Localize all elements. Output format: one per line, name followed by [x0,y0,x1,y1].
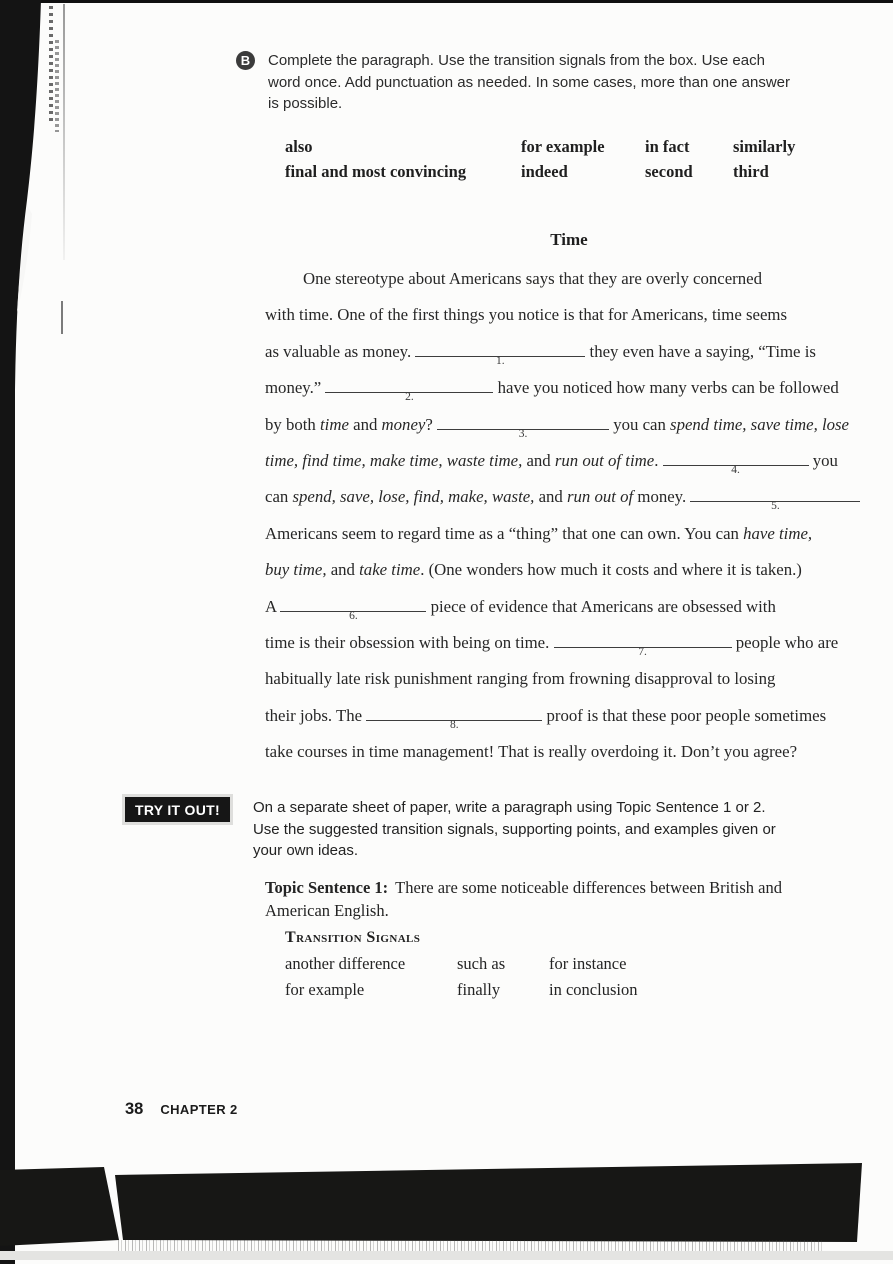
transition-word-box [285,137,795,182]
passage-line [265,589,873,625]
passage-text: they even have a saying, “Time is [585,341,816,361]
word-option: final and most convincing [285,162,467,181]
passage-text: as valuable as money. [265,341,416,361]
fill-in-blank-3[interactable] [437,415,609,440]
exercise-b-section [236,50,878,115]
word-option: indeed [521,162,568,181]
passage-text: and [326,560,360,580]
passage-line [265,334,873,370]
scan-margin-mark [61,301,63,334]
passage-text: and [522,450,555,470]
passage-text: with time. One of the first things you notice is that for Americans, time seems [265,305,787,325]
passage-text: their jobs. The [265,705,367,725]
signal-item: such as [457,954,506,973]
tryout-section [125,797,853,862]
topic-sentence-label: Topic Sentence 1: [265,878,389,897]
word-option: also [285,137,313,156]
passage-text: and [348,414,382,434]
page-footer [125,1100,238,1119]
passage-text: can [265,487,293,507]
scan-crease-line [63,4,65,260]
passage-text: by both [265,414,321,434]
passage-text: A [265,596,281,616]
exercise-letter-badge: B [236,51,255,70]
passage-text-italic: run out of [567,487,634,507]
passage-text-italic: money [381,414,426,434]
passage-line [265,516,873,552]
topic-sentence-text: There are some noticeable differences between British and American English. [265,878,782,920]
fill-in-blank-1[interactable] [415,342,585,367]
exercise-instructions: Complete the paragraph. Use the transition signals from the box. Use each word once. Add punctuation as needed. In some cases, more than one answer is possible. [268,52,790,112]
passage-text: money.” [265,378,326,398]
passage-text: and [534,487,567,507]
word-option: second [645,162,693,181]
signal-item: for instance [549,954,627,973]
passage-text: take courses in time management! That is really overdoing it. Don’t you agree? [265,742,798,762]
passage-text: have you noticed how many verbs can be followed [493,378,839,398]
scan-bottom-strip [0,1251,893,1260]
scan-top-edge-artifact [28,0,893,3]
passage-line [265,734,873,770]
blank-number: 4. [731,463,740,476]
chapter-label: CHAPTER 2 [160,1102,238,1117]
passage-line [265,661,873,697]
blank-number: 3. [518,427,528,440]
passage-line [265,261,873,297]
transition-signals-heading: Transition Signals [285,929,421,946]
passage-text-italic: buy time, [265,560,327,580]
fill-in-blank-5[interactable] [690,487,860,513]
signal-item: another difference [285,954,406,973]
passage-text-italic: time, find time, make time, waste time, [265,450,523,470]
passage-text: Americans seem to regard time as a “thing” that one can own. You can [265,523,744,543]
passage-text-italic: have time, [743,523,813,543]
blank-number: 1. [496,354,505,367]
blank-number: 8. [449,718,459,731]
passage-text: you [808,450,838,470]
blank-number: 6. [349,609,358,622]
fill-in-blank-6[interactable] [280,597,426,622]
passage-line [265,370,873,406]
signal-item: in conclusion [549,980,638,999]
passage-line [265,552,873,588]
fill-in-blank-8[interactable] [366,706,542,731]
signal-item: for example [285,980,365,999]
passage-text-italic: spend, save, lose, find, make, waste, [292,487,535,507]
passage-text: proof is that these poor people sometimes [542,705,827,725]
passage-text-italic: time [320,414,349,434]
passage-text: ? [425,414,437,434]
blank-number: 5. [771,500,780,513]
passage-line [265,297,873,333]
passage-text: money. [633,487,691,507]
passage-text: piece of evidence that Americans are obsessed with [426,596,776,616]
passage-line [265,479,873,515]
passage-text-italic: spend time, save time, lose [670,414,850,434]
fill-in-blank-4[interactable] [663,451,809,476]
passage-lines [265,261,873,770]
passage [265,230,873,770]
signal-item: finally [457,980,501,999]
tryout-badge: TRY IT OUT! [125,797,230,822]
topic-sentence [265,876,885,922]
word-option: third [733,162,769,181]
passage-line [265,625,873,661]
passage-text-italic: run out of time [554,450,655,470]
page-number: 38 [125,1100,144,1118]
passage-text: One stereotype about Americans says that they are overly concerned [303,269,762,288]
passage-text: . [654,450,663,470]
passage-line [265,407,873,443]
passage-line [265,443,873,479]
scan-tape-marks [55,40,59,132]
passage-line [265,698,873,734]
passage-text: habitually late risk punishment ranging from frowning disapproval to losing [265,669,776,689]
scan-binding-edge-artifact [0,0,70,1264]
word-option: for example [521,137,605,156]
blank-number: 7. [638,645,647,658]
fill-in-blank-7[interactable] [554,633,732,658]
blank-number: 2. [405,391,414,404]
tryout-instructions: On a separate sheet of paper, write a paragraph using Topic Sentence 1 or 2. Use the suggested transition signals, supporting points, and examples given or your own ideas. [252,799,776,859]
passage-text-italic: take time [359,560,421,580]
passage-text: . (One wonders how much it costs and where it is taken.) [420,560,802,580]
word-option: similarly [733,137,796,156]
transition-signals-grid [285,954,637,1000]
scan-tape-marks [49,6,53,124]
passage-text: you can [609,414,671,434]
passage-title: Time [550,230,588,249]
passage-text: time is their obsession with being on time. [265,632,554,652]
fill-in-blank-2[interactable] [325,378,493,404]
transition-signals-list [285,929,637,1000]
word-option: in fact [645,137,690,156]
passage-text: people who are [731,632,839,652]
